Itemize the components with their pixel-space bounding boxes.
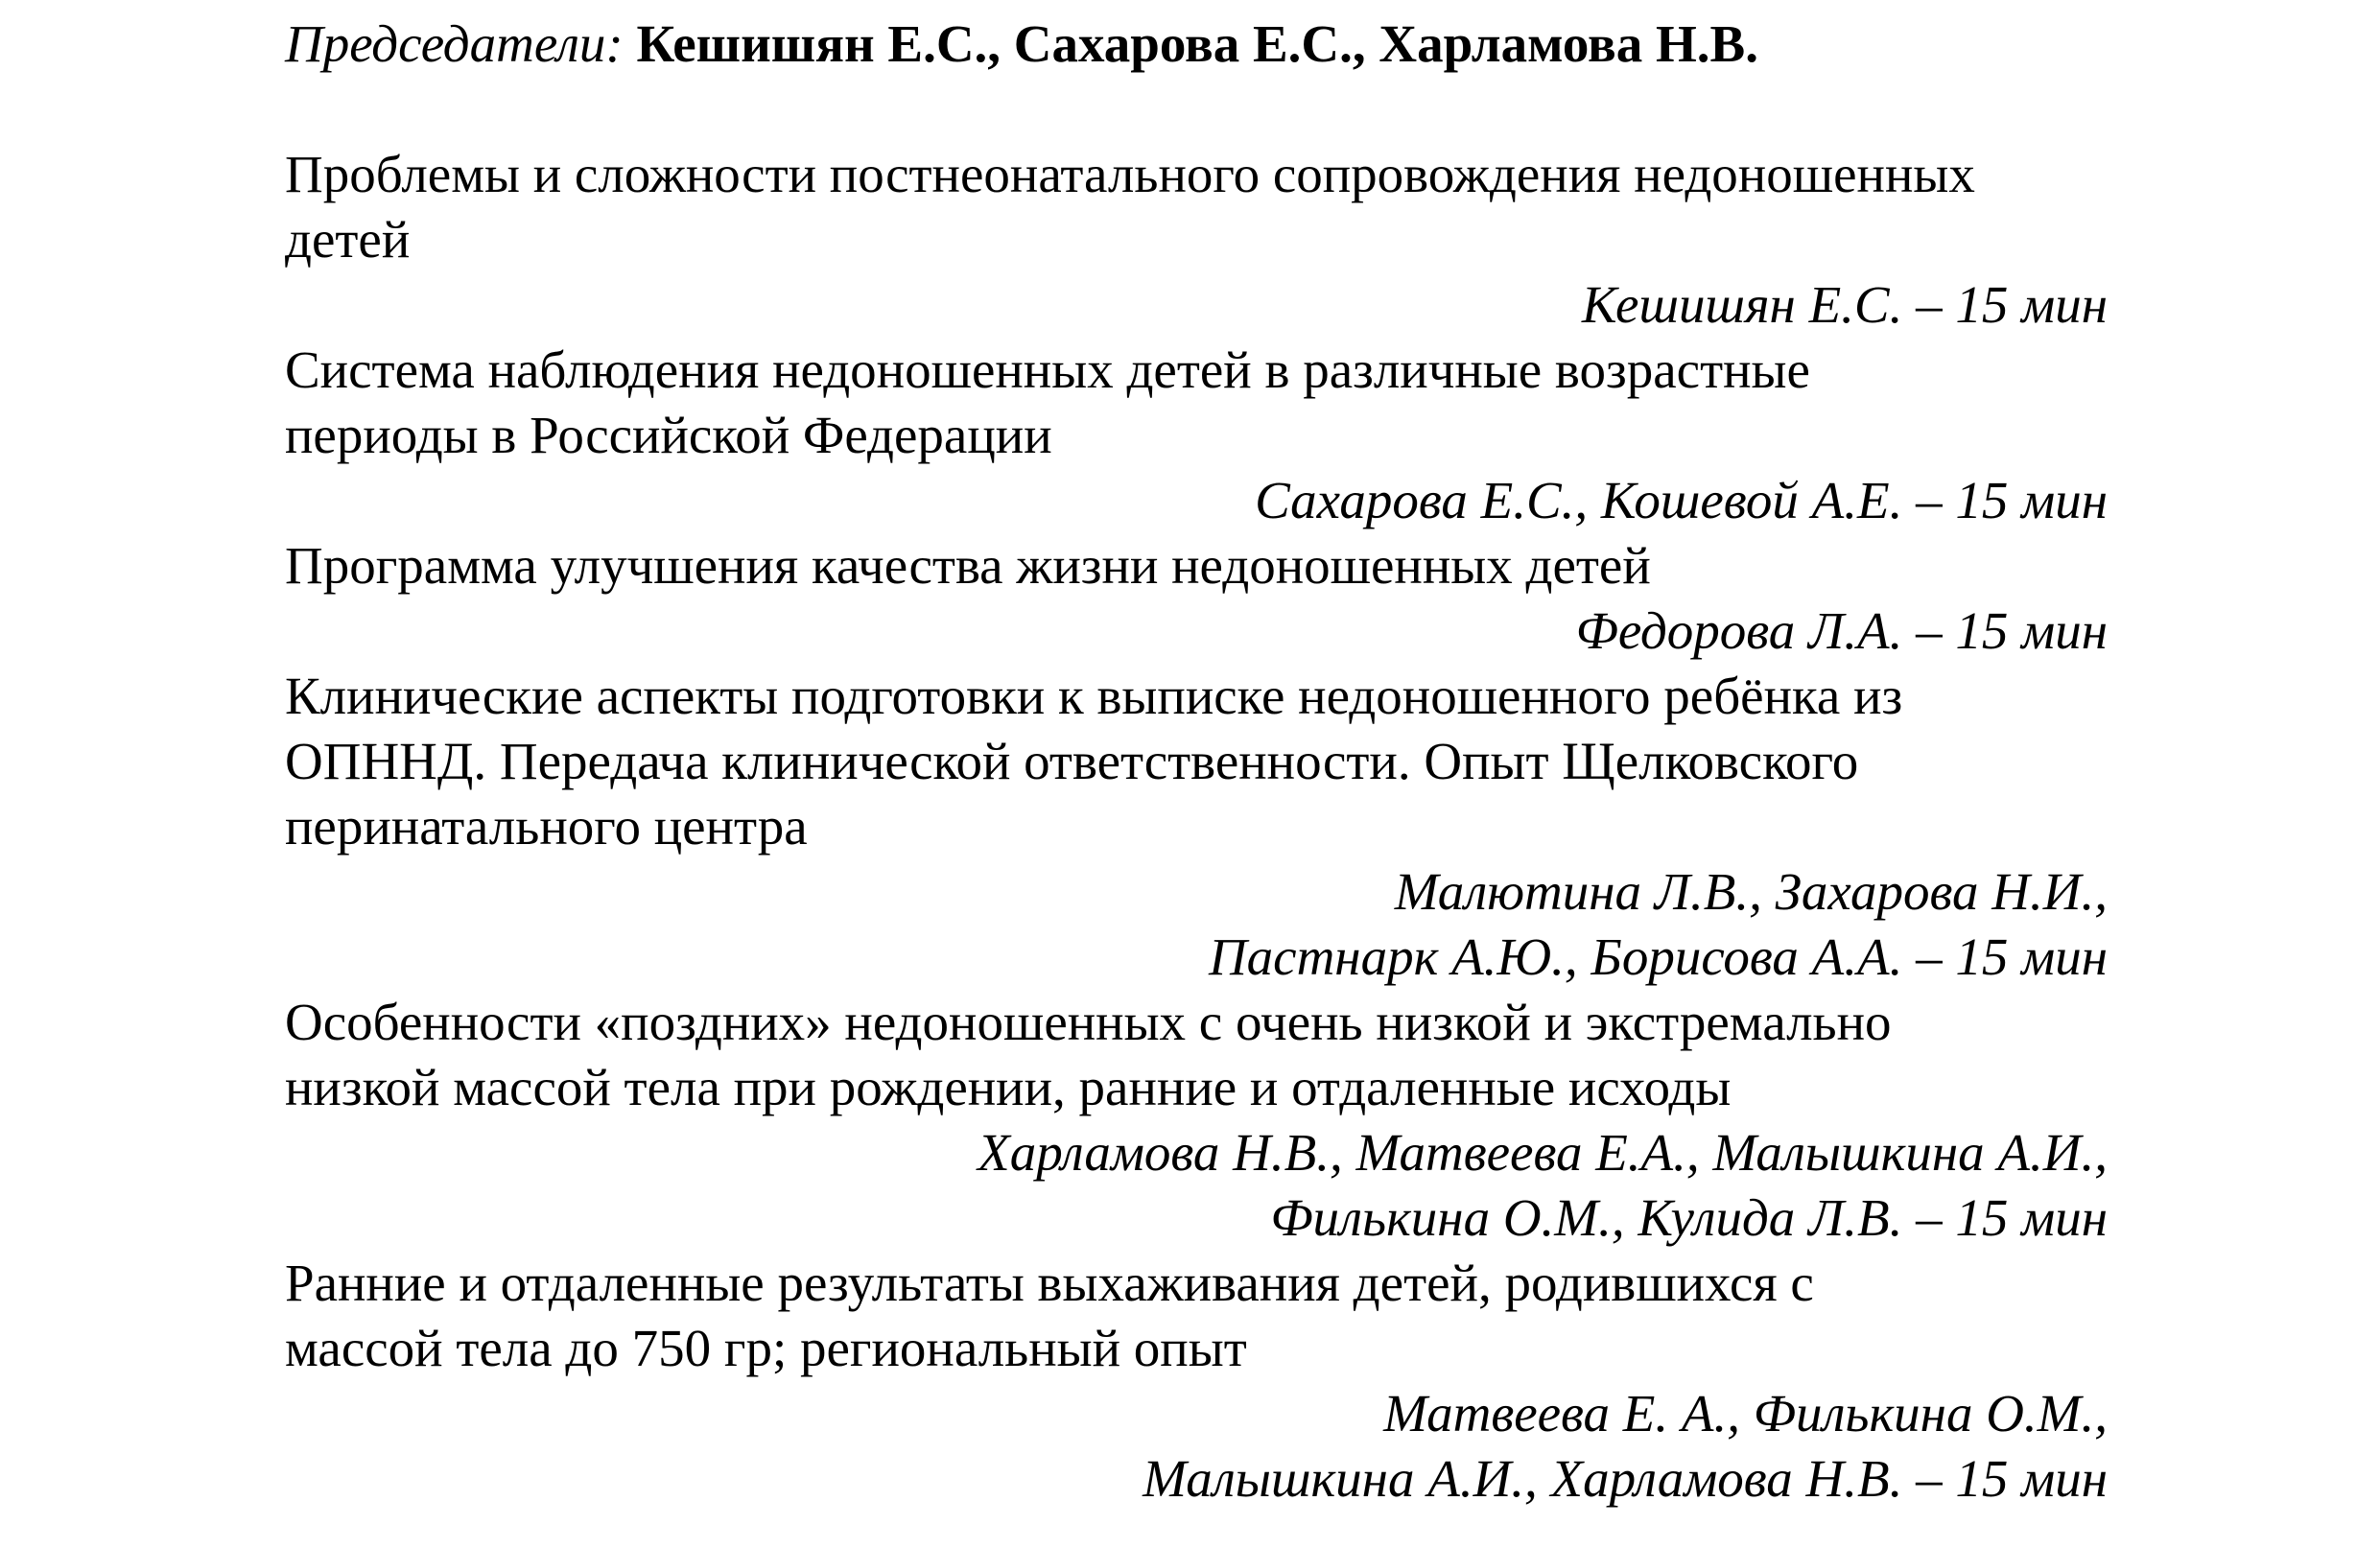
talk-title-line: Программа улучшения качества жизни недоношенных детей [285,536,1651,595]
talk-title-line: Система наблюдения недоношенных детей в различные возрастные [285,340,1810,399]
talk-authors-line: Харламова Н.В., Матвеева Е.А., Малышкина А.И., [978,1123,2108,1182]
talk-authors-line: Кешишян Е.С. – 15 мин [1581,275,2108,334]
talk-title [285,533,2108,598]
talk-title-line: Особенности «поздних» недоношенных с очень низкой и экстремально [285,993,1892,1051]
talk-title-line: перинатального центра [285,797,808,856]
chairs-line [285,12,1758,77]
talk-title-line: детей [285,210,411,269]
talk-title [285,338,2108,468]
talk-authors [285,468,2108,533]
talk-authors-line: Малютина Л.В., Захарова Н.И., [1394,862,2108,921]
talk-authors-line: Сахарова Е.С., Кошевой А.Е. – 15 мин [1255,471,2108,529]
talk-authors-line: Федорова Л.А. – 15 мин [1575,601,2108,660]
talk-title-line: Ранние и отдаленные результаты выхаживания детей, родившихся с [285,1254,1814,1312]
talk-title [285,664,2108,859]
chairs-names: Кешишян Е.С., Сахарова Е.С., Харламова Н.В. [636,14,1758,73]
talk-authors [285,272,2108,338]
talk-title-line: Клинические аспекты подготовки к выписке недоношенного ребёнка из [285,667,1903,725]
talk-item [285,142,2108,338]
talk-authors-line: Филькина О.М., Кулида Л.В. – 15 мин [1270,1188,2108,1247]
chairs-label: Председатели: [285,14,624,73]
talk-title-line: Проблемы и сложности постнеонатального сопровождения недоношенных [285,145,1975,203]
talk-authors [285,859,2108,990]
talk-item [285,664,2108,990]
talk-authors-line: Малышкина А.И., Харламова Н.В. – 15 мин [1143,1449,2108,1508]
talk-item [285,338,2108,533]
talk-title-line: ОПННД. Передача клинической ответственности. Опыт Щелковского [285,732,1859,790]
talk-item [285,1251,2108,1512]
talk-list [285,142,2108,1512]
talk-authors-line: Матвеева Е. А., Филькина О.М., [1383,1384,2108,1442]
talk-title [285,142,2108,272]
talk-title-line: периоды в Российской Федерации [285,406,1052,464]
talk-item [285,533,2108,664]
talk-title [285,990,2108,1120]
talk-authors-line: Пастнарк А.Ю., Борисова А.А. – 15 мин [1208,927,2108,986]
talk-title [285,1251,2108,1381]
talk-title-line: массой тела до 750 гр; региональный опыт [285,1319,1247,1377]
talk-authors [285,1381,2108,1512]
talk-title-line: низкой массой тела при рождении, ранние и отдаленные исходы [285,1058,1732,1116]
talk-authors [285,598,2108,664]
talk-item [285,990,2108,1251]
talk-authors [285,1120,2108,1251]
